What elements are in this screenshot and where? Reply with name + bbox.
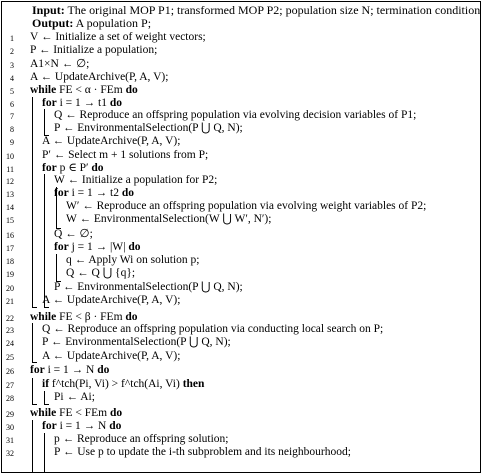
line-code: for i = 1 → t1 do xyxy=(42,97,122,109)
line-code: W ← Initialize a population for P2; xyxy=(54,174,218,186)
line-code: Q ← Reproduce an offspring population via evolving decision variables of P1; xyxy=(54,109,417,121)
algorithm-line xyxy=(2,58,480,71)
algorithm-line xyxy=(2,350,480,363)
line-number: 15 xyxy=(6,216,14,225)
line-code: A ← UpdateArchive(P, A, V); xyxy=(42,135,181,147)
line-code: P ← EnvironmentalSelection(P ⋃ Q, N); xyxy=(42,336,231,348)
algorithm-line xyxy=(2,213,480,226)
algorithm-line xyxy=(2,391,480,404)
line-number: 9 xyxy=(10,138,14,147)
algorithm-line xyxy=(2,200,480,213)
algorithm-line xyxy=(2,149,480,162)
line-code: P ← EnvironmentalSelection(P ⋃ Q, N); xyxy=(54,281,243,293)
line-number: 30 xyxy=(6,423,14,432)
line-number: 3 xyxy=(10,61,14,70)
line-code: W′ ← Reproduce an offspring population via evolving weight variables of P2; xyxy=(66,200,427,212)
algorithm-input: Input: The original MOP P1; transformed MOP P2; population size N; termination condition xyxy=(32,3,481,17)
algorithm-line xyxy=(2,241,480,254)
algorithm-line xyxy=(2,267,480,280)
algorithm-box xyxy=(1,1,481,473)
block-indicator xyxy=(44,109,49,136)
algorithm-line xyxy=(2,71,480,84)
line-number: 22 xyxy=(6,314,14,323)
line-number: 23 xyxy=(6,326,14,335)
line-code: P ← EnvironmentalSelection(P ⋃ Q, N); xyxy=(54,122,243,134)
line-code: while FE < α · FEm do xyxy=(30,84,138,96)
line-code: A ← UpdateArchive(P, A, V); xyxy=(30,71,169,83)
algorithm-line xyxy=(2,281,480,294)
algorithm-line xyxy=(2,31,480,44)
algorithm-line xyxy=(2,446,480,459)
algorithm-line xyxy=(2,364,480,377)
line-number: 10 xyxy=(6,152,14,161)
algorithm-line xyxy=(2,336,480,349)
algorithm-line xyxy=(2,420,480,433)
line-number: 5 xyxy=(10,87,14,96)
line-number: 19 xyxy=(6,270,14,279)
line-number: 17 xyxy=(6,244,14,253)
algorithm-line xyxy=(2,135,480,148)
block-indicator xyxy=(32,420,37,473)
block-indicator xyxy=(56,187,61,229)
line-number: 12 xyxy=(6,177,14,186)
algorithm-line xyxy=(2,122,480,135)
line-code: for i = 1 → N do xyxy=(42,420,122,432)
algorithm-output: Output: A population P; xyxy=(32,16,152,30)
block-indicator xyxy=(32,378,37,405)
algorithm-line xyxy=(2,187,480,200)
line-number: 18 xyxy=(6,257,14,266)
line-number: 26 xyxy=(6,367,14,376)
block-indicator xyxy=(56,254,61,282)
algorithm-line xyxy=(2,407,480,420)
line-code: for i = 1 → N do xyxy=(30,364,110,376)
line-code: A ← UpdateArchive(P, A, V); xyxy=(42,350,181,362)
algorithm-line xyxy=(2,109,480,122)
line-code: for p ∈ P′ do xyxy=(42,162,104,174)
line-number: 31 xyxy=(6,436,14,445)
algorithm-line xyxy=(2,378,480,391)
line-number: 14 xyxy=(6,203,14,212)
line-code: for j = 1 → |W| do xyxy=(54,241,141,253)
line-code: P ← Use p to update the i-th subproblem and its neighbourhood; xyxy=(54,446,351,458)
line-number: 13 xyxy=(6,190,14,199)
line-code: V ← Initialize a set of weight vectors; xyxy=(30,31,206,43)
line-code: while FE < FEm do xyxy=(30,407,123,419)
line-number: 2 xyxy=(10,47,14,56)
line-number: 21 xyxy=(6,297,14,306)
line-code: if f^tch(Pi, Vi) > f^tch(Ai, Vi) then xyxy=(42,378,205,390)
line-code: A1×N ← ∅; xyxy=(30,58,90,70)
algorithm-line xyxy=(2,174,480,187)
block-indicator xyxy=(32,323,37,363)
line-code: p ← Reproduce an offspring solution; xyxy=(54,433,229,445)
line-number: 7 xyxy=(10,112,14,121)
line-code: Q ← ∅; xyxy=(54,228,93,240)
algorithm-line xyxy=(2,44,480,57)
algorithm-line xyxy=(2,433,480,446)
line-number: 24 xyxy=(6,339,14,348)
algorithm-line xyxy=(2,323,480,336)
line-code: W ← EnvironmentalSelection(W ⋃ W′, N′); xyxy=(66,213,272,225)
line-code: P′ ← Select m + 1 solutions from P; xyxy=(42,149,209,161)
line-number: 4 xyxy=(10,74,14,83)
block-indicator xyxy=(32,97,37,308)
algorithm-line xyxy=(2,228,480,241)
line-number: 32 xyxy=(6,449,14,458)
line-number: 16 xyxy=(6,231,14,240)
line-code: Q ← Reproduce an offspring population via conducting local search on P; xyxy=(42,323,384,335)
block-indicator xyxy=(44,433,49,473)
line-number: 29 xyxy=(6,410,14,419)
line-code: Pi ← Ai; xyxy=(54,391,95,403)
line-number: 6 xyxy=(10,100,14,109)
algorithm-line xyxy=(2,254,480,267)
line-code: A ← UpdateArchive(P, A, V); xyxy=(42,294,181,306)
line-code: while FE < β · FEm do xyxy=(30,311,138,323)
line-code: P ← Initialize a population; xyxy=(30,44,158,56)
line-number: 8 xyxy=(10,125,14,134)
line-number: 11 xyxy=(6,165,14,174)
line-code: Q ← Q ⋃ {q}; xyxy=(66,267,136,279)
block-indicator xyxy=(44,391,49,405)
line-number: 20 xyxy=(6,284,14,293)
line-number: 28 xyxy=(6,394,14,403)
algorithm-line xyxy=(2,294,480,307)
block-indicator xyxy=(44,174,49,308)
line-number: 1 xyxy=(10,34,14,43)
line-code: for i = 1 → t2 do xyxy=(54,187,134,199)
line-number: 27 xyxy=(6,381,14,390)
line-code: q ← Apply Wi on solution p; xyxy=(66,254,200,266)
algorithm-line xyxy=(2,84,480,97)
line-number: 25 xyxy=(6,353,14,362)
